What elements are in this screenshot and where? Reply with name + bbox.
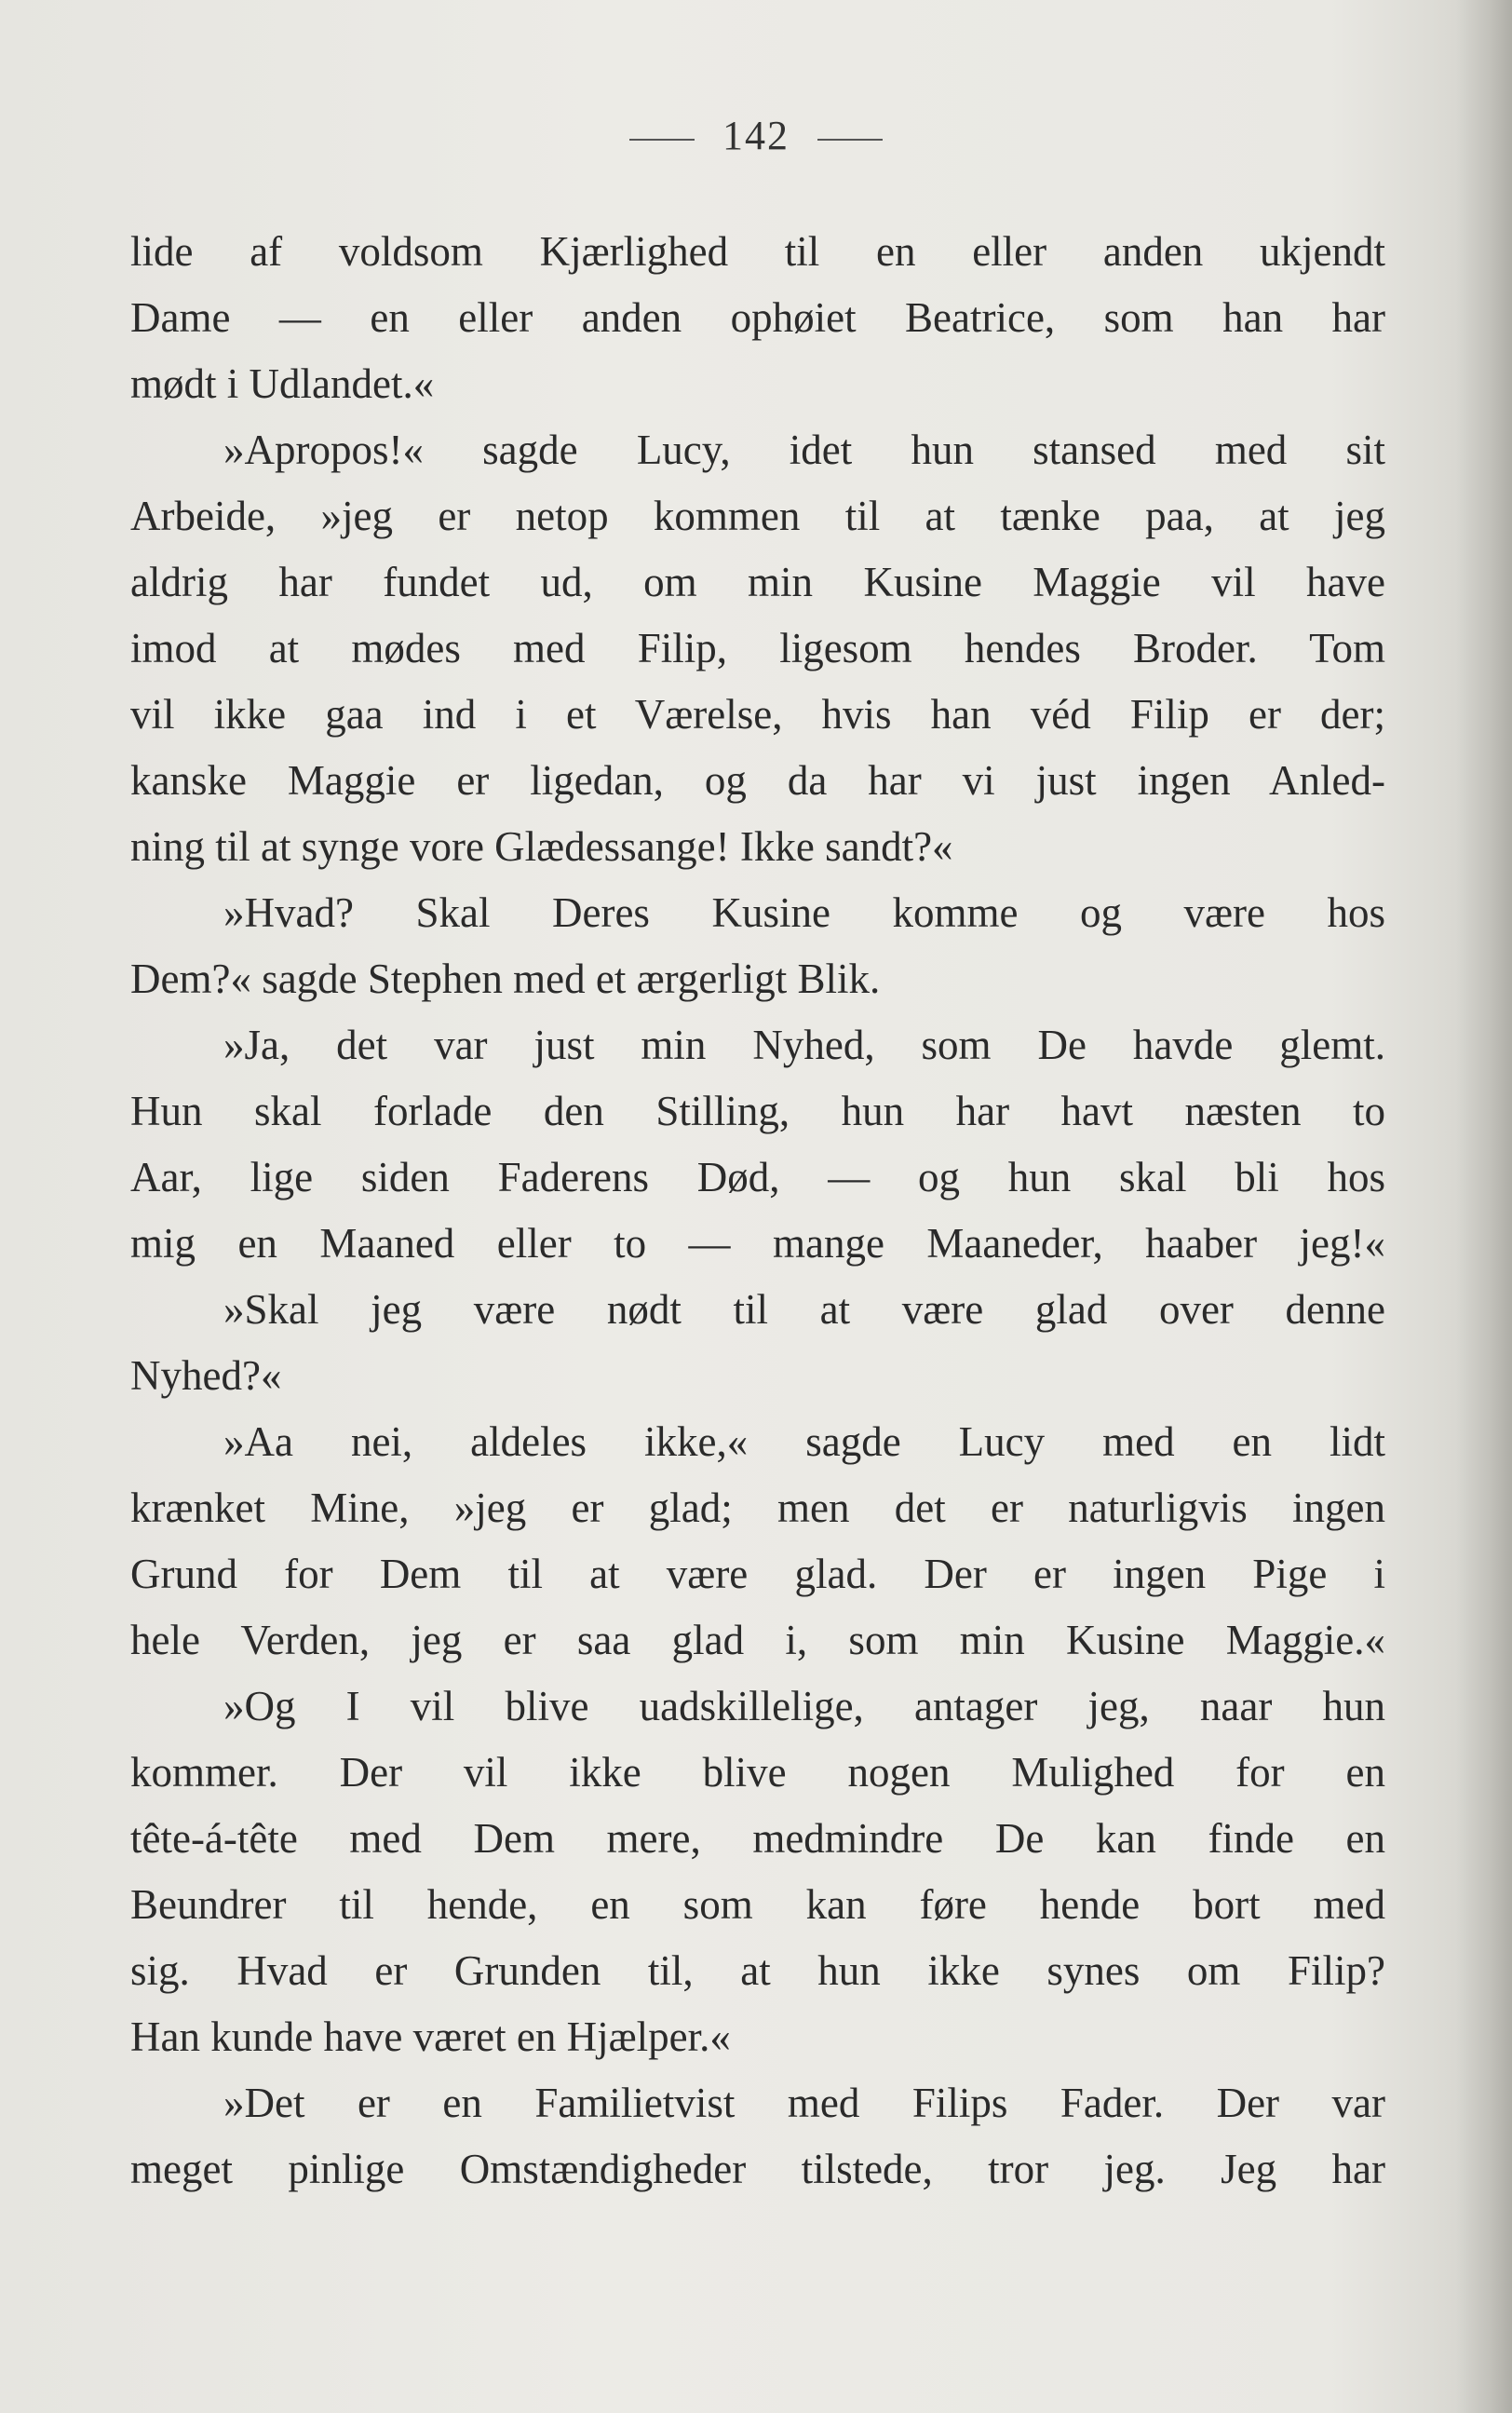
text-line: Arbeide, »jeg er netop kommen til at tænke paa, at jeg: [130, 493, 1385, 539]
text-line: Nyhed?«: [130, 1352, 282, 1399]
text-line: hele Verden, jeg er saa glad i, som min Kusine Maggie.«: [130, 1617, 1385, 1663]
text-line: »Apropos!« sagde Lucy, idet hun stansed med sit: [223, 427, 1385, 473]
page-header: [0, 112, 1512, 159]
text-line: kanske Maggie er ligedan, og da har vi just ingen Anled-: [130, 757, 1385, 804]
text-line: vil ikke gaa ind i et Værelse, hvis han véd Filip er der;: [130, 691, 1385, 738]
text-line: lide af voldsom Kjærlighed til en eller anden ukjendt: [130, 228, 1385, 275]
text-line: mig en Maaned eller to — mange Maaneder, haaber jeg!«: [130, 1220, 1385, 1267]
text-line: meget pinlige Omstændigheder tilstede, tror jeg. Jeg har: [130, 2146, 1385, 2192]
text-line: »Skal jeg være nødt til at være glad over denne: [223, 1286, 1385, 1333]
text-line: ning til at synge vore Glædessange! Ikke sandt?«: [130, 823, 953, 870]
body-text: [130, 219, 1385, 2203]
text-line: Han kunde have været en Hjælper.«: [130, 2013, 731, 2060]
header-dash-right: [817, 139, 883, 141]
page-spine-shadow: [1456, 0, 1512, 2413]
text-line: sig. Hvad er Grunden til, at hun ikke synes om Filip?: [130, 1947, 1385, 1994]
text-line: Aar, lige siden Faderens Død, — og hun skal bli hos: [130, 1154, 1385, 1200]
text-line: aldrig har fundet ud, om min Kusine Maggie vil have: [130, 559, 1385, 605]
text-line: »Aa nei, aldeles ikke,« sagde Lucy med en lidt: [223, 1418, 1385, 1465]
text-line: »Ja, det var just min Nyhed, som De havde glemt.: [223, 1022, 1385, 1068]
text-line: mødt i Udlandet.«: [130, 360, 435, 407]
text-line: Dem?« sagde Stephen med et ærgerligt Blik.: [130, 956, 881, 1002]
text-line: Grund for Dem til at være glad. Der er ingen Pige i: [130, 1551, 1385, 1597]
text-line: krænket Mine, »jeg er glad; men det er naturligvis ingen: [130, 1484, 1385, 1531]
text-line: »Hvad? Skal Deres Kusine komme og være hos: [223, 889, 1385, 936]
text-line: kommer. Der vil ikke blive nogen Mulighed for en: [130, 1749, 1385, 1796]
text-line: Hun skal forlade den Stilling, hun har havt næsten to: [130, 1088, 1385, 1134]
text-line: tête-á-tête med Dem mere, medmindre De kan finde en: [130, 1815, 1385, 1862]
text-line: Dame — en eller anden ophøiet Beatrice, som han har: [130, 294, 1385, 341]
text-line: Beundrer til hende, en som kan føre hende bort med: [130, 1881, 1385, 1928]
text-line: imod at mødes med Filip, ligesom hendes Broder. Tom: [130, 625, 1385, 671]
text-line: »Og I vil blive uadskillelige, antager jeg, naar hun: [223, 1683, 1385, 1729]
header-dash-left: [629, 139, 695, 141]
text-line: »Det er en Familietvist med Filips Fader. Der var: [223, 2080, 1385, 2126]
page-number: 142: [722, 113, 790, 158]
